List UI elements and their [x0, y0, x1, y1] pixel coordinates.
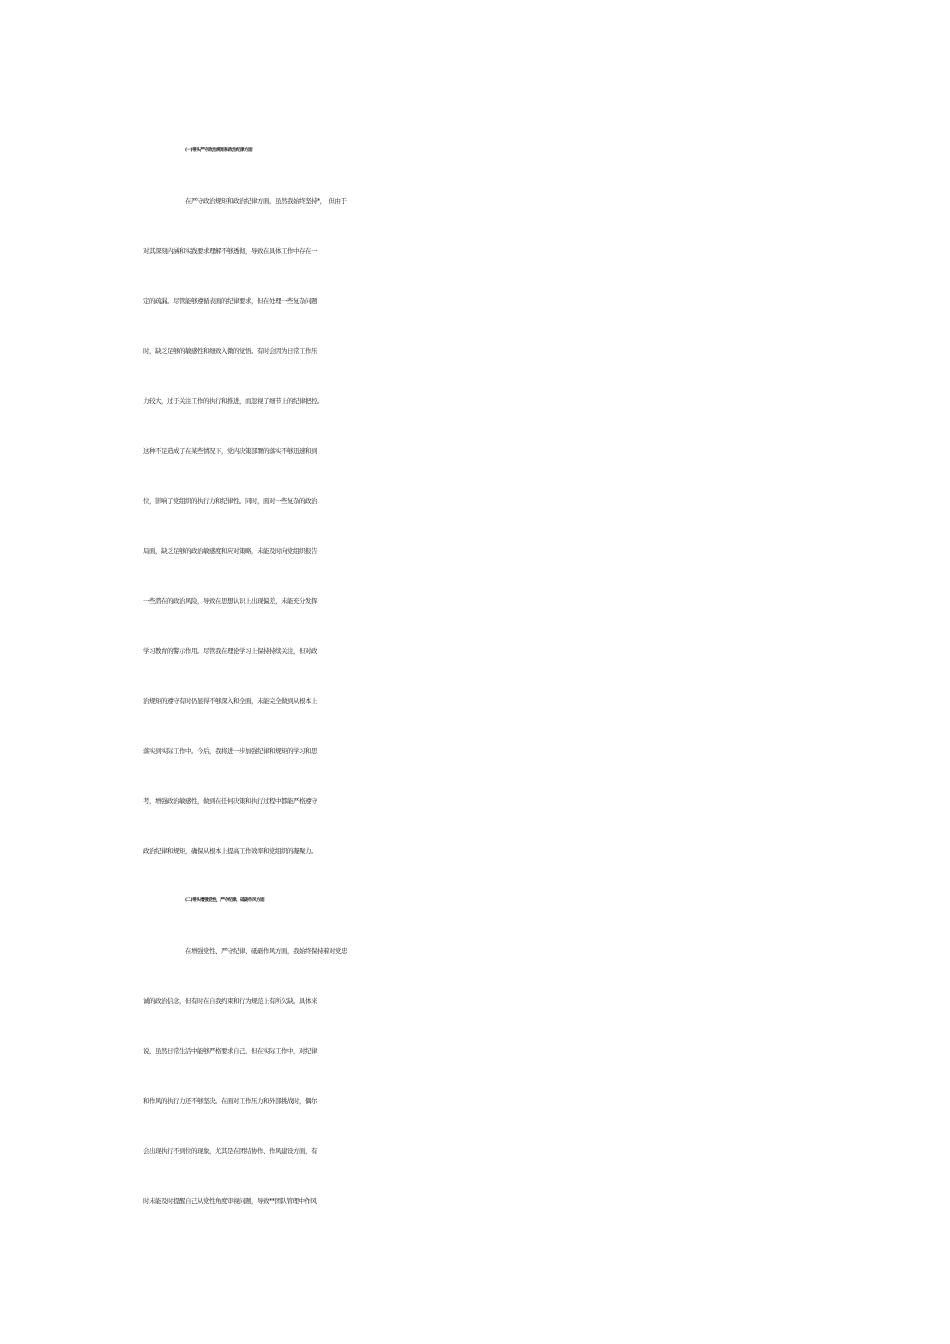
- paragraph-line: 在严守政治规矩和政治纪律方面，虽然我始终坚持*， 但由于: [185, 197, 347, 205]
- paragraph-line: 一些潜在的政治风险，导致在思想认识上出现偏差，未能充分发挥: [143, 597, 317, 605]
- paragraph-line: 这种不足造成了在某些情况下，党内决策部署的落实不够迅速和到: [143, 447, 317, 455]
- paragraph-line: 考，增强政治敏感性，做到在任何决策和执行过程中都能严格遵守: [143, 797, 317, 805]
- paragraph-line: 治规矩的遵守有时仍显得不够深入和全面，未能完全做到从根本上: [143, 697, 317, 705]
- paragraph-line: 力较大，过于关注工作的执行和推进，而忽视了细节上的纪律把控。: [143, 397, 323, 405]
- paragraph-line: 和作风的执行力还不够坚决。在面对工作压力和外部挑战时，偶尔: [143, 1097, 317, 1105]
- paragraph-line: 在增强党性、严守纪律、砥砺作风方面，我始终保持着对党忠: [185, 947, 347, 955]
- paragraph-line: 位，影响了党组织的执行力和纪律性。同时，面对一些复杂的政治: [143, 497, 317, 505]
- paragraph-line: 局面，缺乏足够的政治敏感度和应对策略，未能及时向党组织报告: [143, 547, 317, 555]
- paragraph-line: 说，虽然日常生活中能够严格要求自己，但在实际工作中，对纪律: [143, 1047, 317, 1055]
- paragraph-line: 定的疏漏。尽管能够遵循表面的纪律要求，但在处理一些复杂问题: [143, 297, 317, 305]
- paragraph-line: 诚的政治信念，但有时在自我约束和行为规范上有所欠缺。具体来: [143, 997, 317, 1005]
- section-2-heading: (二)带头增强党性，严守纪律，砥砺作风方面: [185, 898, 265, 903]
- paragraph-line: 政治纪律和规矩，确保从根本上提高工作效率和党组织的凝聚力。: [143, 847, 317, 855]
- section-1-heading: (一)带头严守政治规矩和政治纪律方面: [185, 148, 253, 153]
- paragraph-line: 落实到实际工作中。今后，我将进一步加强纪律和规矩的学习和思: [143, 747, 317, 755]
- paragraph-line: 时，缺乏足够的敏感性和细致入微的觉悟。有时会因为日常工作压: [143, 347, 317, 355]
- paragraph-line: 对其深刻内涵和实践要求理解不够透彻，导致在具体工作中存在一: [143, 247, 317, 255]
- paragraph-line: 学习教育的警示作用。尽管我在理论学习上保持持续关注，但对政: [143, 647, 317, 655]
- paragraph-line: 会出现执行不到位的现象，尤其是在团结协作、作风建设方面，有: [143, 1147, 317, 1155]
- paragraph-line: 时未能及时提醒自己从党性角度审视问题，导致**团队管理中作风: [143, 1197, 317, 1205]
